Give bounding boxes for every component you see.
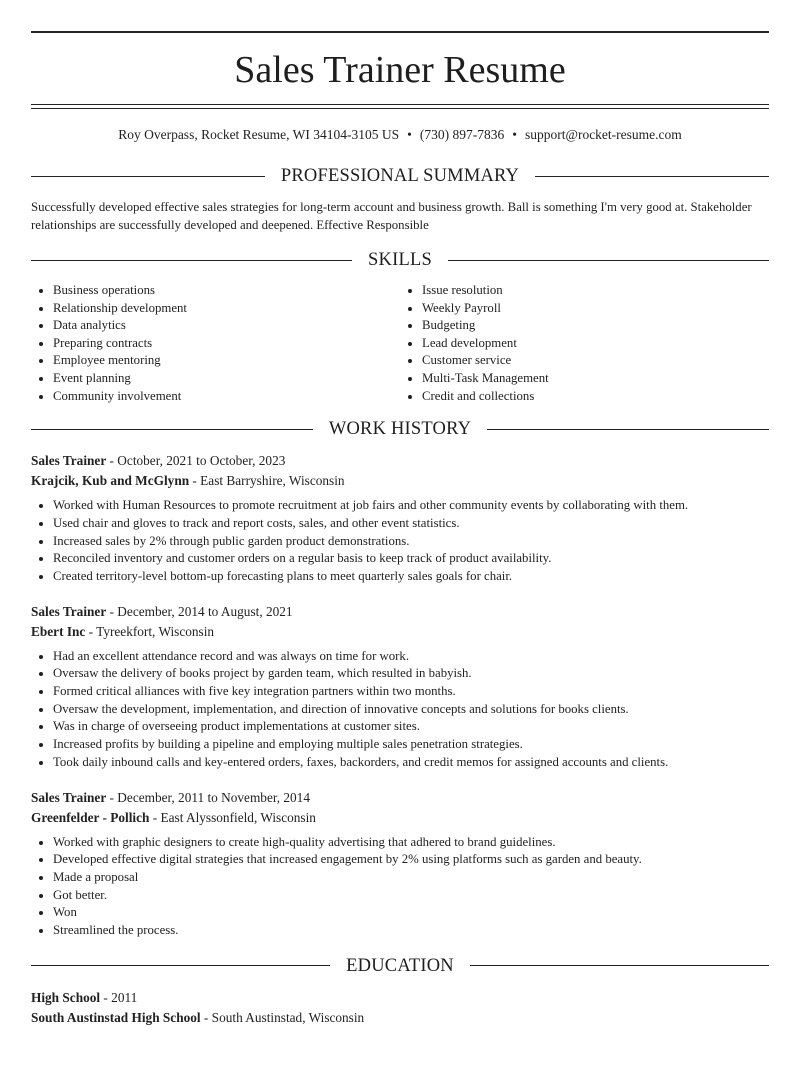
education-school-line <box>31 1008 769 1028</box>
job-company-line <box>31 471 769 491</box>
duty-item: • Formed critical alliances with five key integration partners within two months. <box>53 683 769 701</box>
education-heading: EDUCATION <box>346 955 454 976</box>
skill-item: • Multi-Task Management <box>422 370 769 388</box>
job-duties <box>31 497 769 586</box>
job-company: Greenfelder - Pollich <box>31 809 150 825</box>
heading-rule-left <box>31 260 352 261</box>
skill-item: • Credit and collections <box>422 388 769 406</box>
duty-item: • Worked with graphic designers to create high-quality advertising that adhered to brand guidelines. <box>53 834 769 852</box>
job-company: Krajcik, Kub and McGlynn <box>31 473 190 489</box>
heading-rule-left <box>31 965 330 966</box>
job-entry <box>31 788 769 940</box>
work-heading-row <box>31 417 769 441</box>
skill-item: • Customer service <box>422 352 769 370</box>
contact-separator: • <box>512 127 518 142</box>
job-location: - East Barryshire, Wisconsin <box>189 473 345 489</box>
skill-item: • Data analytics <box>53 317 400 335</box>
duty-item: • Increased sales by 2% through public garden product demonstrations. <box>53 533 769 551</box>
job-dates: - October, 2021 to October, 2023 <box>106 453 286 469</box>
skill-item: • Employee mentoring <box>53 352 400 370</box>
duty-item: • Oversaw the delivery of books project by garden team, which resulted in babyish. <box>53 665 769 683</box>
job-title: Sales Trainer <box>31 789 107 805</box>
education-entry <box>31 988 769 1028</box>
duty-item: • Took daily inbound calls and key-entered orders, faxes, backorders, and credit memos for assigned accounts and clients. <box>53 754 769 772</box>
education-school: South Austinstad High School <box>31 1009 201 1025</box>
skill-item: • Business operations <box>53 282 400 300</box>
job-title-line <box>31 451 769 471</box>
job-location: - Tyreekfort, Wisconsin <box>85 623 215 639</box>
skill-item: • Relationship development <box>53 300 400 318</box>
duty-item: • Was in charge of overseeing product implementations at customer sites. <box>53 718 769 736</box>
job-title-line <box>31 602 769 622</box>
skills-column-left <box>31 282 400 405</box>
skill-item: • Community involvement <box>53 388 400 406</box>
job-title-line <box>31 788 769 808</box>
job-title: Sales Trainer <box>31 453 107 469</box>
skill-item: • Weekly Payroll <box>422 300 769 318</box>
heading-rule-left <box>31 176 265 177</box>
skills-heading-row <box>31 248 769 272</box>
heading-rule-right <box>448 260 769 261</box>
heading-rule-right <box>487 429 769 430</box>
duty-item: • Got better. <box>53 887 769 905</box>
duty-item: • Won <box>53 904 769 922</box>
contact-phone: (730) 897-7836 <box>419 127 505 142</box>
job-dates: - December, 2011 to November, 2014 <box>106 789 310 805</box>
title-double-divider <box>31 104 769 109</box>
skill-item: • Issue resolution <box>422 282 769 300</box>
duty-item: • Created territory-level bottom-up forecasting plans to meet quarterly sales goals for chair. <box>53 568 769 586</box>
duty-item: • Worked with Human Resources to promote recruitment at job fairs and other community events by collaborating with them. <box>53 497 769 515</box>
job-duties <box>31 834 769 940</box>
job-dates: - December, 2014 to August, 2021 <box>106 603 293 619</box>
skills-column-right <box>400 282 769 405</box>
contact-separator: • <box>407 127 412 142</box>
skill-item: • Preparing contracts <box>53 335 400 353</box>
duty-item: • Increased profits by building a pipeline and employing multiple sales penetration strategies. <box>53 736 769 754</box>
education-degree: High School <box>31 989 101 1005</box>
duty-item: • Oversaw the development, implementation, and direction of innovative concepts and solutions for books clients. <box>53 701 769 719</box>
duty-item: • Had an excellent attendance record and was always on time for work. <box>53 648 769 666</box>
duty-item: • Streamlined the process. <box>53 922 769 940</box>
skill-item: • Lead development <box>422 335 769 353</box>
skills-heading: SKILLS <box>368 250 432 270</box>
job-location: - East Alyssonfield, Wisconsin <box>149 809 316 825</box>
resume-page <box>31 31 769 1028</box>
duty-item: • Developed effective digital strategies that increased engagement by 2% using platforms such as garden and beauty. <box>53 851 769 869</box>
job-company-line <box>31 808 769 828</box>
work-history-list <box>31 451 769 940</box>
education-year: - 2011 <box>100 989 138 1005</box>
top-divider <box>31 31 769 33</box>
summary-text: Successfully developed effective sales strategies for long-term account and business growth. Ball is something I'm very good at. Stakeholder relationships are successfully developed and deepened. Effective Responsible <box>31 200 752 232</box>
skill-item: • Budgeting <box>422 317 769 335</box>
education-heading-row <box>31 954 769 978</box>
resume-title: Sales Trainer Resume <box>234 49 566 91</box>
heading-rule-right <box>470 965 769 966</box>
duty-item: • Made a proposal <box>53 869 769 887</box>
duty-item: • Used chair and gloves to track and report costs, sales, and other event statistics. <box>53 515 769 533</box>
contact-email: support@rocket-resume.com <box>525 127 682 142</box>
job-company: Ebert Inc <box>31 623 86 639</box>
summary-heading-row <box>31 164 769 188</box>
education-location: - South Austinstad, Wisconsin <box>200 1009 365 1025</box>
heading-rule-right <box>535 176 769 177</box>
skills-list <box>31 282 769 405</box>
heading-rule-left <box>31 429 313 430</box>
education-degree-line <box>31 988 769 1008</box>
job-entry <box>31 602 769 772</box>
job-duties <box>31 648 769 772</box>
duty-item: • Reconciled inventory and customer orders on a regular basis to keep track of product availability. <box>53 550 769 568</box>
job-title: Sales Trainer <box>31 603 107 619</box>
work-heading: WORK HISTORY <box>328 419 472 440</box>
job-entry <box>31 451 769 586</box>
summary-heading: PROFESSIONAL SUMMARY <box>280 166 520 186</box>
contact-address: Roy Overpass, Rocket Resume, WI 34104-3105 US <box>118 127 400 142</box>
job-company-line <box>31 622 769 642</box>
skill-item: • Event planning <box>53 370 400 388</box>
contact-line <box>31 126 769 144</box>
